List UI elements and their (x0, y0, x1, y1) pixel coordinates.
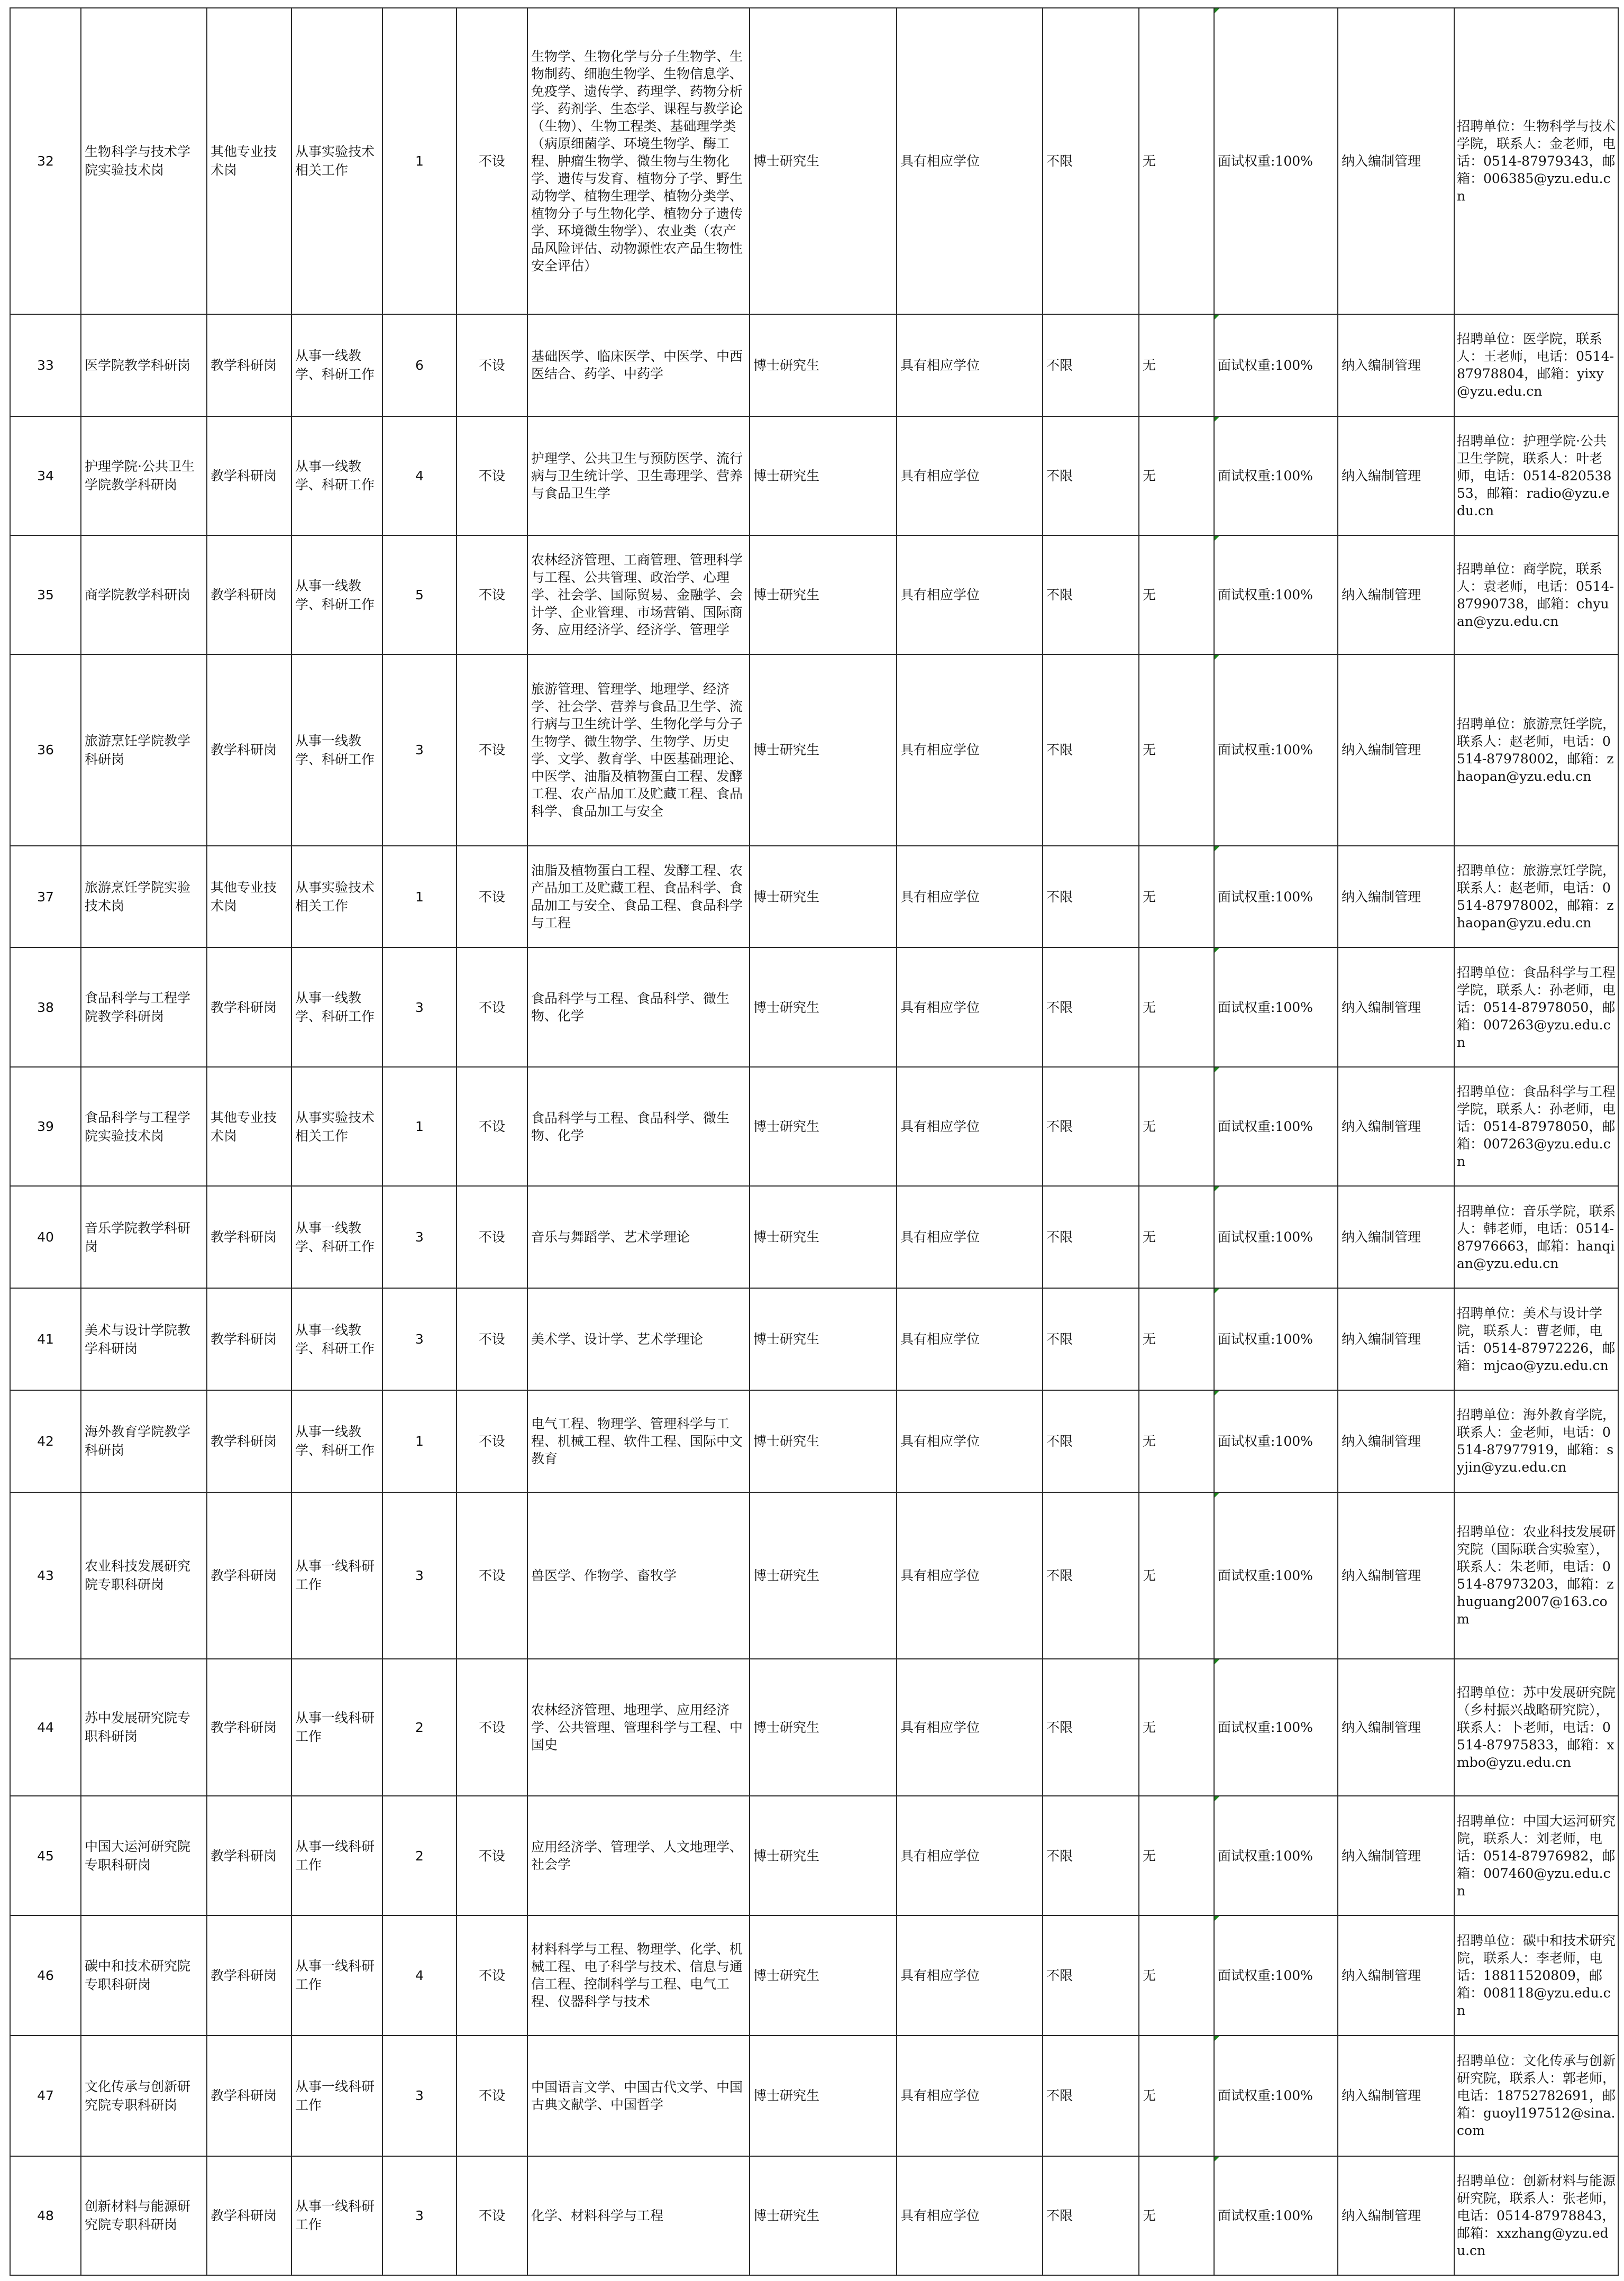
staffing-type-cell: 纳入编制管理 (1338, 8, 1454, 314)
age-limit-cell: 不设 (457, 1659, 527, 1796)
major-requirements-cell: 美术学、设计学、艺术学理论 (527, 1288, 750, 1390)
hire-count-cell: 1 (382, 8, 457, 314)
political-status-cell: 不限 (1043, 2036, 1139, 2156)
exam-weight-cell: 面试权重:100% (1214, 846, 1338, 948)
post-name-cell: 医学院教学科研岗 (81, 314, 207, 416)
age-limit-cell: 不设 (457, 1915, 527, 2036)
table-row (10, 535, 1618, 654)
other-requirements-cell: 无 (1139, 2036, 1214, 2156)
recruitment-table (10, 7, 1619, 2276)
post-duty-cell: 从事一线教学、科研工作 (291, 1186, 382, 1288)
staffing-type-cell: 纳入编制管理 (1338, 314, 1454, 416)
post-type-cell: 其他专业技术岗 (207, 846, 291, 948)
post-duty-cell: 从事一线科研工作 (291, 2156, 382, 2275)
staffing-type-cell: 纳入编制管理 (1338, 654, 1454, 845)
education-requirement-cell: 博士研究生 (750, 1288, 897, 1390)
education-requirement-cell: 博士研究生 (750, 1067, 897, 1186)
education-requirement-cell: 博士研究生 (750, 1186, 897, 1288)
age-limit-cell: 不设 (457, 416, 527, 535)
table-row (10, 947, 1618, 1066)
table-row (10, 2036, 1618, 2156)
other-requirements-cell: 无 (1139, 535, 1214, 654)
degree-requirement-cell: 具有相应学位 (897, 947, 1043, 1066)
row-number-cell: 41 (10, 1288, 81, 1390)
contact-info-cell: 招聘单位：中国大运河研究院，联系人：刘老师，电话：0514-87976982，邮箱：007460@yzu.edu.cn (1454, 1796, 1618, 1915)
post-name-cell: 旅游烹饪学院实验技术岗 (81, 846, 207, 948)
education-requirement-cell: 博士研究生 (750, 1915, 897, 2036)
post-type-cell: 教学科研岗 (207, 2036, 291, 2156)
political-status-cell: 不限 (1043, 1390, 1139, 1492)
exam-weight-cell: 面试权重:100% (1214, 947, 1338, 1066)
post-duty-cell: 从事实验技术相关工作 (291, 846, 382, 948)
contact-info-cell: 招聘单位：音乐学院，联系人：韩老师，电话：0514-87976663，邮箱：hanqian@yzu.edu.cn (1454, 1186, 1618, 1288)
table-row (10, 1915, 1618, 2036)
hire-count-cell: 2 (382, 1659, 457, 1796)
degree-requirement-cell: 具有相应学位 (897, 2036, 1043, 2156)
post-type-cell: 教学科研岗 (207, 1915, 291, 2036)
post-name-cell: 美术与设计学院教学科研岗 (81, 1288, 207, 1390)
table-row (10, 2156, 1618, 2275)
hire-count-cell: 3 (382, 947, 457, 1066)
age-limit-cell: 不设 (457, 1186, 527, 1288)
table-row (10, 1067, 1618, 1186)
row-number-cell: 43 (10, 1492, 81, 1659)
political-status-cell: 不限 (1043, 314, 1139, 416)
other-requirements-cell: 无 (1139, 1492, 1214, 1659)
other-requirements-cell: 无 (1139, 1288, 1214, 1390)
post-duty-cell: 从事一线科研工作 (291, 1659, 382, 1796)
table-row (10, 416, 1618, 535)
exam-weight-cell: 面试权重:100% (1214, 1915, 1338, 2036)
post-duty-cell: 从事一线教学、科研工作 (291, 535, 382, 654)
age-limit-cell: 不设 (457, 947, 527, 1066)
other-requirements-cell: 无 (1139, 1659, 1214, 1796)
exam-weight-cell: 面试权重:100% (1214, 2036, 1338, 2156)
row-number-cell: 37 (10, 846, 81, 948)
post-name-cell: 音乐学院教学科研岗 (81, 1186, 207, 1288)
contact-info-cell: 招聘单位：旅游烹饪学院，联系人：赵老师，电话：0514-87978002，邮箱：zhaopan@yzu.edu.cn (1454, 654, 1618, 845)
degree-requirement-cell: 具有相应学位 (897, 1915, 1043, 2036)
contact-info-cell: 招聘单位：碳中和技术研究院，联系人：李老师，电话：18811520809，邮箱：008118@yzu.edu.cn (1454, 1915, 1618, 2036)
staffing-type-cell: 纳入编制管理 (1338, 846, 1454, 948)
table-row (10, 1288, 1618, 1390)
degree-requirement-cell: 具有相应学位 (897, 1288, 1043, 1390)
post-duty-cell: 从事实验技术相关工作 (291, 1067, 382, 1186)
contact-info-cell: 招聘单位：医学院，联系人：王老师，电话：0514-87978804，邮箱：yixy@yzu.edu.cn (1454, 314, 1618, 416)
hire-count-cell: 3 (382, 2036, 457, 2156)
contact-info-cell: 招聘单位：护理学院·公共卫生学院，联系人：叶老师，电话：0514-82053853，邮箱：radio@yzu.edu.cn (1454, 416, 1618, 535)
post-name-cell: 创新材料与能源研究院专职科研岗 (81, 2156, 207, 2275)
exam-weight-cell: 面试权重:100% (1214, 2156, 1338, 2275)
staffing-type-cell: 纳入编制管理 (1338, 947, 1454, 1066)
hire-count-cell: 3 (382, 1492, 457, 1659)
degree-requirement-cell: 具有相应学位 (897, 1659, 1043, 1796)
education-requirement-cell: 博士研究生 (750, 1390, 897, 1492)
age-limit-cell: 不设 (457, 654, 527, 845)
degree-requirement-cell: 具有相应学位 (897, 2156, 1043, 2275)
post-name-cell: 农业科技发展研究院专职科研岗 (81, 1492, 207, 1659)
table-row (10, 654, 1618, 845)
major-requirements-cell: 食品科学与工程、食品科学、微生物、化学 (527, 947, 750, 1066)
table-row (10, 846, 1618, 948)
staffing-type-cell: 纳入编制管理 (1338, 416, 1454, 535)
post-name-cell: 商学院教学科研岗 (81, 535, 207, 654)
contact-info-cell: 招聘单位：食品科学与工程学院，联系人：孙老师，电话：0514-87978050，邮箱：007263@yzu.edu.cn (1454, 947, 1618, 1066)
exam-weight-cell: 面试权重:100% (1214, 1492, 1338, 1659)
post-type-cell: 其他专业技术岗 (207, 8, 291, 314)
political-status-cell: 不限 (1043, 1288, 1139, 1390)
post-type-cell: 教学科研岗 (207, 1390, 291, 1492)
row-number-cell: 36 (10, 654, 81, 845)
hire-count-cell: 1 (382, 1390, 457, 1492)
post-type-cell: 教学科研岗 (207, 416, 291, 535)
post-type-cell: 教学科研岗 (207, 947, 291, 1066)
degree-requirement-cell: 具有相应学位 (897, 654, 1043, 845)
post-duty-cell: 从事一线教学、科研工作 (291, 1390, 382, 1492)
hire-count-cell: 3 (382, 1288, 457, 1390)
post-duty-cell: 从事一线教学、科研工作 (291, 654, 382, 845)
major-requirements-cell: 护理学、公共卫生与预防医学、流行病与卫生统计学、卫生毒理学、营养与食品卫生学 (527, 416, 750, 535)
row-number-cell: 33 (10, 314, 81, 416)
post-type-cell: 教学科研岗 (207, 314, 291, 416)
exam-weight-cell: 面试权重:100% (1214, 654, 1338, 845)
post-name-cell: 中国大运河研究院专职科研岗 (81, 1796, 207, 1915)
education-requirement-cell: 博士研究生 (750, 1796, 897, 1915)
degree-requirement-cell: 具有相应学位 (897, 1492, 1043, 1659)
table-row (10, 1492, 1618, 1659)
hire-count-cell: 4 (382, 416, 457, 535)
table-row (10, 314, 1618, 416)
post-duty-cell: 从事一线教学、科研工作 (291, 1288, 382, 1390)
education-requirement-cell: 博士研究生 (750, 1659, 897, 1796)
row-number-cell: 45 (10, 1796, 81, 1915)
political-status-cell: 不限 (1043, 1067, 1139, 1186)
staffing-type-cell: 纳入编制管理 (1338, 1390, 1454, 1492)
post-type-cell: 教学科研岗 (207, 1492, 291, 1659)
post-name-cell: 海外教育学院教学科研岗 (81, 1390, 207, 1492)
post-duty-cell: 从事一线科研工作 (291, 1915, 382, 2036)
exam-weight-cell: 面试权重:100% (1214, 416, 1338, 535)
exam-weight-cell: 面试权重:100% (1214, 8, 1338, 314)
post-duty-cell: 从事一线教学、科研工作 (291, 314, 382, 416)
political-status-cell: 不限 (1043, 1186, 1139, 1288)
major-requirements-cell: 食品科学与工程、食品科学、微生物、化学 (527, 1067, 750, 1186)
degree-requirement-cell: 具有相应学位 (897, 416, 1043, 535)
staffing-type-cell: 纳入编制管理 (1338, 2156, 1454, 2275)
staffing-type-cell: 纳入编制管理 (1338, 2036, 1454, 2156)
age-limit-cell: 不设 (457, 1492, 527, 1659)
contact-info-cell: 招聘单位：文化传承与创新研究院，联系人：郭老师，电话：18752782691，邮箱：guoyl197512@sina.com (1454, 2036, 1618, 2156)
political-status-cell: 不限 (1043, 1659, 1139, 1796)
exam-weight-cell: 面试权重:100% (1214, 535, 1338, 654)
table-row (10, 8, 1618, 314)
education-requirement-cell: 博士研究生 (750, 8, 897, 314)
hire-count-cell: 4 (382, 1915, 457, 2036)
age-limit-cell: 不设 (457, 1067, 527, 1186)
row-number-cell: 34 (10, 416, 81, 535)
table-row (10, 1796, 1618, 1915)
post-duty-cell: 从事实验技术相关工作 (291, 8, 382, 314)
row-number-cell: 47 (10, 2036, 81, 2156)
major-requirements-cell: 农林经济管理、地理学、应用经济学、公共管理、管理科学与工程、中国史 (527, 1659, 750, 1796)
political-status-cell: 不限 (1043, 416, 1139, 535)
staffing-type-cell: 纳入编制管理 (1338, 1915, 1454, 2036)
post-duty-cell: 从事一线教学、科研工作 (291, 416, 382, 535)
exam-weight-cell: 面试权重:100% (1214, 1288, 1338, 1390)
post-type-cell: 教学科研岗 (207, 535, 291, 654)
major-requirements-cell: 电气工程、物理学、管理科学与工程、机械工程、软件工程、国际中文教育 (527, 1390, 750, 1492)
other-requirements-cell: 无 (1139, 1796, 1214, 1915)
exam-weight-cell: 面试权重:100% (1214, 1186, 1338, 1288)
exam-weight-cell: 面试权重:100% (1214, 1390, 1338, 1492)
staffing-type-cell: 纳入编制管理 (1338, 1186, 1454, 1288)
post-name-cell: 碳中和技术研究院专职科研岗 (81, 1915, 207, 2036)
age-limit-cell: 不设 (457, 2156, 527, 2275)
row-number-cell: 40 (10, 1186, 81, 1288)
age-limit-cell: 不设 (457, 2036, 527, 2156)
hire-count-cell: 1 (382, 1067, 457, 1186)
row-number-cell: 48 (10, 2156, 81, 2275)
other-requirements-cell: 无 (1139, 947, 1214, 1066)
other-requirements-cell: 无 (1139, 1067, 1214, 1186)
post-name-cell: 文化传承与创新研究院专职科研岗 (81, 2036, 207, 2156)
degree-requirement-cell: 具有相应学位 (897, 314, 1043, 416)
row-number-cell: 39 (10, 1067, 81, 1186)
degree-requirement-cell: 具有相应学位 (897, 1390, 1043, 1492)
major-requirements-cell: 应用经济学、管理学、人文地理学、社会学 (527, 1796, 750, 1915)
age-limit-cell: 不设 (457, 1288, 527, 1390)
post-name-cell: 苏中发展研究院专职科研岗 (81, 1659, 207, 1796)
hire-count-cell: 3 (382, 2156, 457, 2275)
post-name-cell: 食品科学与工程学院教学科研岗 (81, 947, 207, 1066)
table-row (10, 1390, 1618, 1492)
political-status-cell: 不限 (1043, 846, 1139, 948)
age-limit-cell: 不设 (457, 846, 527, 948)
hire-count-cell: 5 (382, 535, 457, 654)
hire-count-cell: 3 (382, 1186, 457, 1288)
political-status-cell: 不限 (1043, 8, 1139, 314)
row-number-cell: 44 (10, 1659, 81, 1796)
education-requirement-cell: 博士研究生 (750, 846, 897, 948)
hire-count-cell: 2 (382, 1796, 457, 1915)
post-type-cell: 教学科研岗 (207, 1796, 291, 1915)
row-number-cell: 32 (10, 8, 81, 314)
contact-info-cell: 招聘单位：食品科学与工程学院，联系人：孙老师，电话：0514-87978050，邮箱：007263@yzu.edu.cn (1454, 1067, 1618, 1186)
age-limit-cell: 不设 (457, 314, 527, 416)
contact-info-cell: 招聘单位：美术与设计学院，联系人：曹老师，电话：0514-87972226，邮箱：mjcao@yzu.edu.cn (1454, 1288, 1618, 1390)
row-number-cell: 46 (10, 1915, 81, 2036)
staffing-type-cell: 纳入编制管理 (1338, 535, 1454, 654)
table-row (10, 1659, 1618, 1796)
staffing-type-cell: 纳入编制管理 (1338, 1659, 1454, 1796)
major-requirements-cell: 化学、材料科学与工程 (527, 2156, 750, 2275)
post-name-cell: 食品科学与工程学院实验技术岗 (81, 1067, 207, 1186)
post-duty-cell: 从事一线教学、科研工作 (291, 947, 382, 1066)
major-requirements-cell: 材料科学与工程、物理学、化学、机械工程、电子科学与技术、信息与通信工程、控制科学与工程、电气工程、仪器科学与技术 (527, 1915, 750, 2036)
other-requirements-cell: 无 (1139, 1915, 1214, 2036)
contact-info-cell: 招聘单位：创新材料与能源研究院，联系人：张老师，电话：0514-87978843，邮箱：xxzhang@yzu.edu.cn (1454, 2156, 1618, 2275)
row-number-cell: 38 (10, 947, 81, 1066)
exam-weight-cell: 面试权重:100% (1214, 1659, 1338, 1796)
major-requirements-cell: 兽医学、作物学、畜牧学 (527, 1492, 750, 1659)
other-requirements-cell: 无 (1139, 654, 1214, 845)
degree-requirement-cell: 具有相应学位 (897, 846, 1043, 948)
contact-info-cell: 招聘单位：旅游烹饪学院，联系人：赵老师，电话：0514-87978002，邮箱：zhaopan@yzu.edu.cn (1454, 846, 1618, 948)
post-type-cell: 教学科研岗 (207, 2156, 291, 2275)
post-name-cell: 旅游烹饪学院教学科研岗 (81, 654, 207, 845)
political-status-cell: 不限 (1043, 947, 1139, 1066)
contact-info-cell: 招聘单位：海外教育学院，联系人：金老师，电话：0514-87977919，邮箱：syjin@yzu.edu.cn (1454, 1390, 1618, 1492)
political-status-cell: 不限 (1043, 1796, 1139, 1915)
post-type-cell: 教学科研岗 (207, 1288, 291, 1390)
hire-count-cell: 1 (382, 846, 457, 948)
age-limit-cell: 不设 (457, 8, 527, 314)
other-requirements-cell: 无 (1139, 1390, 1214, 1492)
exam-weight-cell: 面试权重:100% (1214, 1067, 1338, 1186)
major-requirements-cell: 旅游管理、管理学、地理学、经济学、社会学、营养与食品卫生学、流行病与卫生统计学、生物化学与分子生物学、微生物学、生物学、历史学、文学、教育学、中医基础理论、中医学、油脂及植物蛋白工程、发酵工程、农产品加工及贮藏工程、食品科学、食品加工与安全 (527, 654, 750, 845)
post-duty-cell: 从事一线科研工作 (291, 1796, 382, 1915)
degree-requirement-cell: 具有相应学位 (897, 535, 1043, 654)
post-name-cell: 护理学院·公共卫生学院教学科研岗 (81, 416, 207, 535)
hire-count-cell: 3 (382, 654, 457, 845)
political-status-cell: 不限 (1043, 1492, 1139, 1659)
post-name-cell: 生物科学与技术学院实验技术岗 (81, 8, 207, 314)
staffing-type-cell: 纳入编制管理 (1338, 1288, 1454, 1390)
age-limit-cell: 不设 (457, 535, 527, 654)
contact-info-cell: 招聘单位：苏中发展研究院（乡村振兴战略研究院），联系人：卜老师，电话：0514-87975833，邮箱：xmbo@yzu.edu.cn (1454, 1659, 1618, 1796)
post-type-cell: 教学科研岗 (207, 654, 291, 845)
political-status-cell: 不限 (1043, 2156, 1139, 2275)
major-requirements-cell: 油脂及植物蛋白工程、发酵工程、农产品加工及贮藏工程、食品科学、食品加工与安全、食品工程、食品科学与工程 (527, 846, 750, 948)
contact-info-cell: 招聘单位：生物科学与技术学院，联系人：金老师，电话：0514-87979343，邮箱：006385@yzu.edu.cn (1454, 8, 1618, 314)
post-type-cell: 教学科研岗 (207, 1186, 291, 1288)
political-status-cell: 不限 (1043, 1915, 1139, 2036)
education-requirement-cell: 博士研究生 (750, 2036, 897, 2156)
age-limit-cell: 不设 (457, 1796, 527, 1915)
degree-requirement-cell: 具有相应学位 (897, 8, 1043, 314)
other-requirements-cell: 无 (1139, 2156, 1214, 2275)
major-requirements-cell: 基础医学、临床医学、中医学、中西医结合、药学、中药学 (527, 314, 750, 416)
education-requirement-cell: 博士研究生 (750, 416, 897, 535)
degree-requirement-cell: 具有相应学位 (897, 1067, 1043, 1186)
other-requirements-cell: 无 (1139, 1186, 1214, 1288)
education-requirement-cell: 博士研究生 (750, 654, 897, 845)
major-requirements-cell: 农林经济管理、工商管理、管理科学与工程、公共管理、政治学、心理学、社会学、国际贸易、金融学、会计学、企业管理、市场营销、国际商务、应用经济学、经济学、管理学 (527, 535, 750, 654)
other-requirements-cell: 无 (1139, 846, 1214, 948)
post-type-cell: 其他专业技术岗 (207, 1067, 291, 1186)
row-number-cell: 42 (10, 1390, 81, 1492)
table-row (10, 1186, 1618, 1288)
contact-info-cell: 招聘单位：商学院，联系人：袁老师，电话：0514-87990738，邮箱：chyuan@yzu.edu.cn (1454, 535, 1618, 654)
education-requirement-cell: 博士研究生 (750, 535, 897, 654)
staffing-type-cell: 纳入编制管理 (1338, 1067, 1454, 1186)
major-requirements-cell: 中国语言文学、中国古代文学、中国古典文献学、中国哲学 (527, 2036, 750, 2156)
exam-weight-cell: 面试权重:100% (1214, 314, 1338, 416)
contact-info-cell: 招聘单位：农业科技发展研究院（国际联合实验室），联系人：朱老师，电话：0514-87973203，邮箱：zhuguang2007@163.com (1454, 1492, 1618, 1659)
degree-requirement-cell: 具有相应学位 (897, 1186, 1043, 1288)
education-requirement-cell: 博士研究生 (750, 947, 897, 1066)
education-requirement-cell: 博士研究生 (750, 314, 897, 416)
staffing-type-cell: 纳入编制管理 (1338, 1796, 1454, 1915)
staffing-type-cell: 纳入编制管理 (1338, 1492, 1454, 1659)
post-duty-cell: 从事一线科研工作 (291, 2036, 382, 2156)
major-requirements-cell: 音乐与舞蹈学、艺术学理论 (527, 1186, 750, 1288)
age-limit-cell: 不设 (457, 1390, 527, 1492)
other-requirements-cell: 无 (1139, 416, 1214, 535)
post-duty-cell: 从事一线科研工作 (291, 1492, 382, 1659)
post-type-cell: 教学科研岗 (207, 1659, 291, 1796)
other-requirements-cell: 无 (1139, 8, 1214, 314)
hire-count-cell: 6 (382, 314, 457, 416)
table-body (10, 8, 1618, 2275)
exam-weight-cell: 面试权重:100% (1214, 1796, 1338, 1915)
political-status-cell: 不限 (1043, 535, 1139, 654)
degree-requirement-cell: 具有相应学位 (897, 1796, 1043, 1915)
major-requirements-cell: 生物学、生物化学与分子生物学、生物制药、细胞生物学、生物信息学、免疫学、遗传学、药理学、药物分析学、药剂学、生态学、课程与教学论（生物）、生物工程类、基础理学类（病原细菌学、环境生物学、酶工程、肿瘤生物学、微生物与生物化学、遗传与发育、植物分子学、野生动物学、植物生理学、植物分类学、植物分子与生物化学、植物分子遗传学、环境微生物学）、农业类（农产品风险评估、动物源性农产品生物性安全评估） (527, 8, 750, 314)
other-requirements-cell: 无 (1139, 314, 1214, 416)
row-number-cell: 35 (10, 535, 81, 654)
political-status-cell: 不限 (1043, 654, 1139, 845)
education-requirement-cell: 博士研究生 (750, 1492, 897, 1659)
education-requirement-cell: 博士研究生 (750, 2156, 897, 2275)
